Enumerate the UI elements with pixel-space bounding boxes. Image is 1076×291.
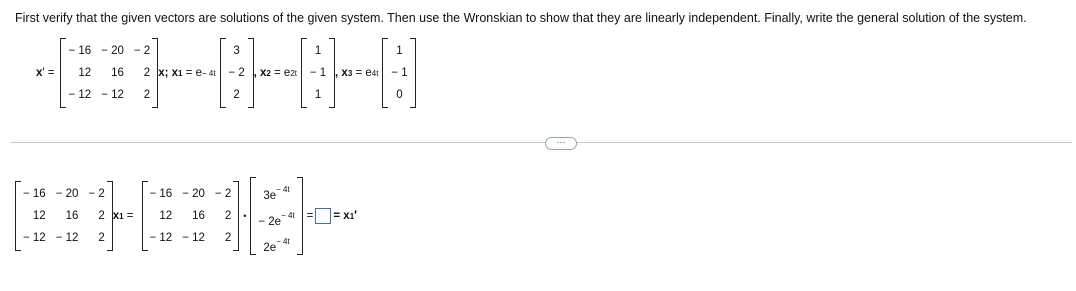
x2-vector-entry: 1: [314, 45, 322, 57]
verify-x1-subscript: 1: [119, 211, 124, 221]
x-prime-equals: ′ =: [42, 67, 55, 79]
verify-x1-symbol: x: [112, 210, 120, 222]
coefficient-matrix-cell: 2: [143, 67, 151, 79]
verify-rhs-prime: ′: [354, 210, 357, 222]
coefficient-matrix-cell: 16: [111, 67, 124, 79]
x3-label: , x: [335, 67, 348, 79]
coefficient-matrix-cell: − 2: [133, 45, 151, 57]
verify-rhs-subscript: 1: [349, 211, 355, 221]
verify-right-matrix-cell: 16: [192, 210, 205, 222]
x3-exponent: 4t: [371, 68, 379, 78]
x3-vector-entry: 0: [396, 89, 403, 101]
x1-vector-entry: − 2: [228, 67, 245, 79]
coefficient-matrix-cell: 2: [143, 89, 151, 101]
x-semicolon-x1: x; x: [158, 67, 179, 79]
coefficient-matrix-cell: 12: [78, 67, 92, 79]
x1-subscript: 1: [178, 68, 183, 78]
verify-x1-vector-entry: [258, 179, 294, 201]
x2-vector: [301, 38, 335, 108]
x1-vector-entry: 2: [233, 89, 240, 101]
verify-entry-exponent: − 4t: [276, 185, 290, 194]
verify-x1-vector-entry: [258, 231, 294, 253]
verify-entry-exponent: − 4t: [276, 237, 290, 246]
verify-x1-vector: [250, 177, 302, 255]
verify-right-matrix-cell: − 12: [149, 232, 173, 244]
verify-right-matrix-cell: − 20: [182, 188, 205, 200]
verify-right-matrix: [142, 181, 240, 251]
given-system: [36, 38, 416, 108]
verify-left-matrix-cell: 2: [98, 232, 105, 244]
verify-left-matrix-cell: 2: [98, 210, 105, 222]
verify-entry-exponent: − 4t: [281, 211, 295, 220]
x2-vector-entry: − 1: [309, 67, 327, 79]
verification-equation: [15, 177, 357, 255]
x2-equals-e: = e: [270, 67, 291, 79]
verify-right-matrix-cell: 12: [159, 210, 173, 222]
x2-label: , x: [253, 67, 267, 79]
coefficient-matrix: [60, 38, 158, 108]
verify-right-matrix-cell: − 12: [182, 232, 205, 244]
verify-left-matrix: [15, 181, 113, 251]
verify-entry-coefficient: 3e: [263, 190, 277, 202]
verify-right-matrix-cell: − 16: [149, 188, 173, 200]
section-divider: [10, 142, 1072, 143]
x1-equals-e: = e: [182, 67, 202, 79]
x2-vector-entry: 1: [314, 89, 322, 101]
coefficient-matrix-cell: − 16: [68, 45, 92, 57]
verify-left-matrix-cell: − 12: [23, 232, 46, 244]
verify-equals-2: =: [306, 210, 314, 222]
verify-equals-1: =: [123, 210, 134, 222]
x1-vector: [220, 38, 254, 108]
verify-left-matrix-cell: 12: [32, 210, 46, 222]
coefficient-matrix-cell: − 12: [101, 89, 124, 101]
x1-vector-entry: 3: [233, 45, 240, 57]
answer-input-box[interactable]: [315, 208, 331, 224]
verify-left-matrix-cell: − 20: [55, 188, 79, 200]
verify-right-matrix-cell: 2: [224, 210, 232, 222]
verify-left-matrix-cell: 16: [65, 210, 79, 222]
verify-entry-coefficient: − 2e: [258, 216, 282, 228]
verify-right-matrix-cell: − 2: [214, 188, 232, 200]
coefficient-matrix-cell: − 12: [68, 89, 92, 101]
problem-instructions: First verify that the given vectors are solutions of the given system. Then use the Wronskian to show that they are linearly independent. Finally, write the general solution of the system.: [15, 11, 1027, 25]
x-vector-symbol: x: [36, 67, 43, 79]
x3-subscript: 3: [347, 68, 353, 78]
x3-vector: [382, 38, 416, 108]
coefficient-matrix-cell: − 20: [101, 45, 124, 57]
more-options-button[interactable]: ···: [545, 137, 577, 150]
verify-entry-coefficient: 2e: [263, 242, 277, 254]
verify-right-matrix-cell: 2: [224, 232, 232, 244]
x3-vector-entry: − 1: [391, 67, 408, 79]
x3-equals-e: = e: [352, 67, 372, 79]
x1-exponent: − 4t: [202, 68, 216, 78]
x2-subscript: 2: [266, 68, 271, 78]
dot-operator: •: [243, 211, 247, 221]
x3-vector-entry: 1: [396, 45, 403, 57]
verify-left-matrix-cell: − 12: [55, 232, 79, 244]
verify-left-matrix-cell: − 16: [23, 188, 46, 200]
x2-exponent: 2t: [290, 68, 298, 78]
verify-x1-vector-entry: [258, 205, 294, 227]
verify-left-matrix-cell: − 2: [88, 188, 105, 200]
verify-equals-x1: = x: [333, 210, 350, 222]
